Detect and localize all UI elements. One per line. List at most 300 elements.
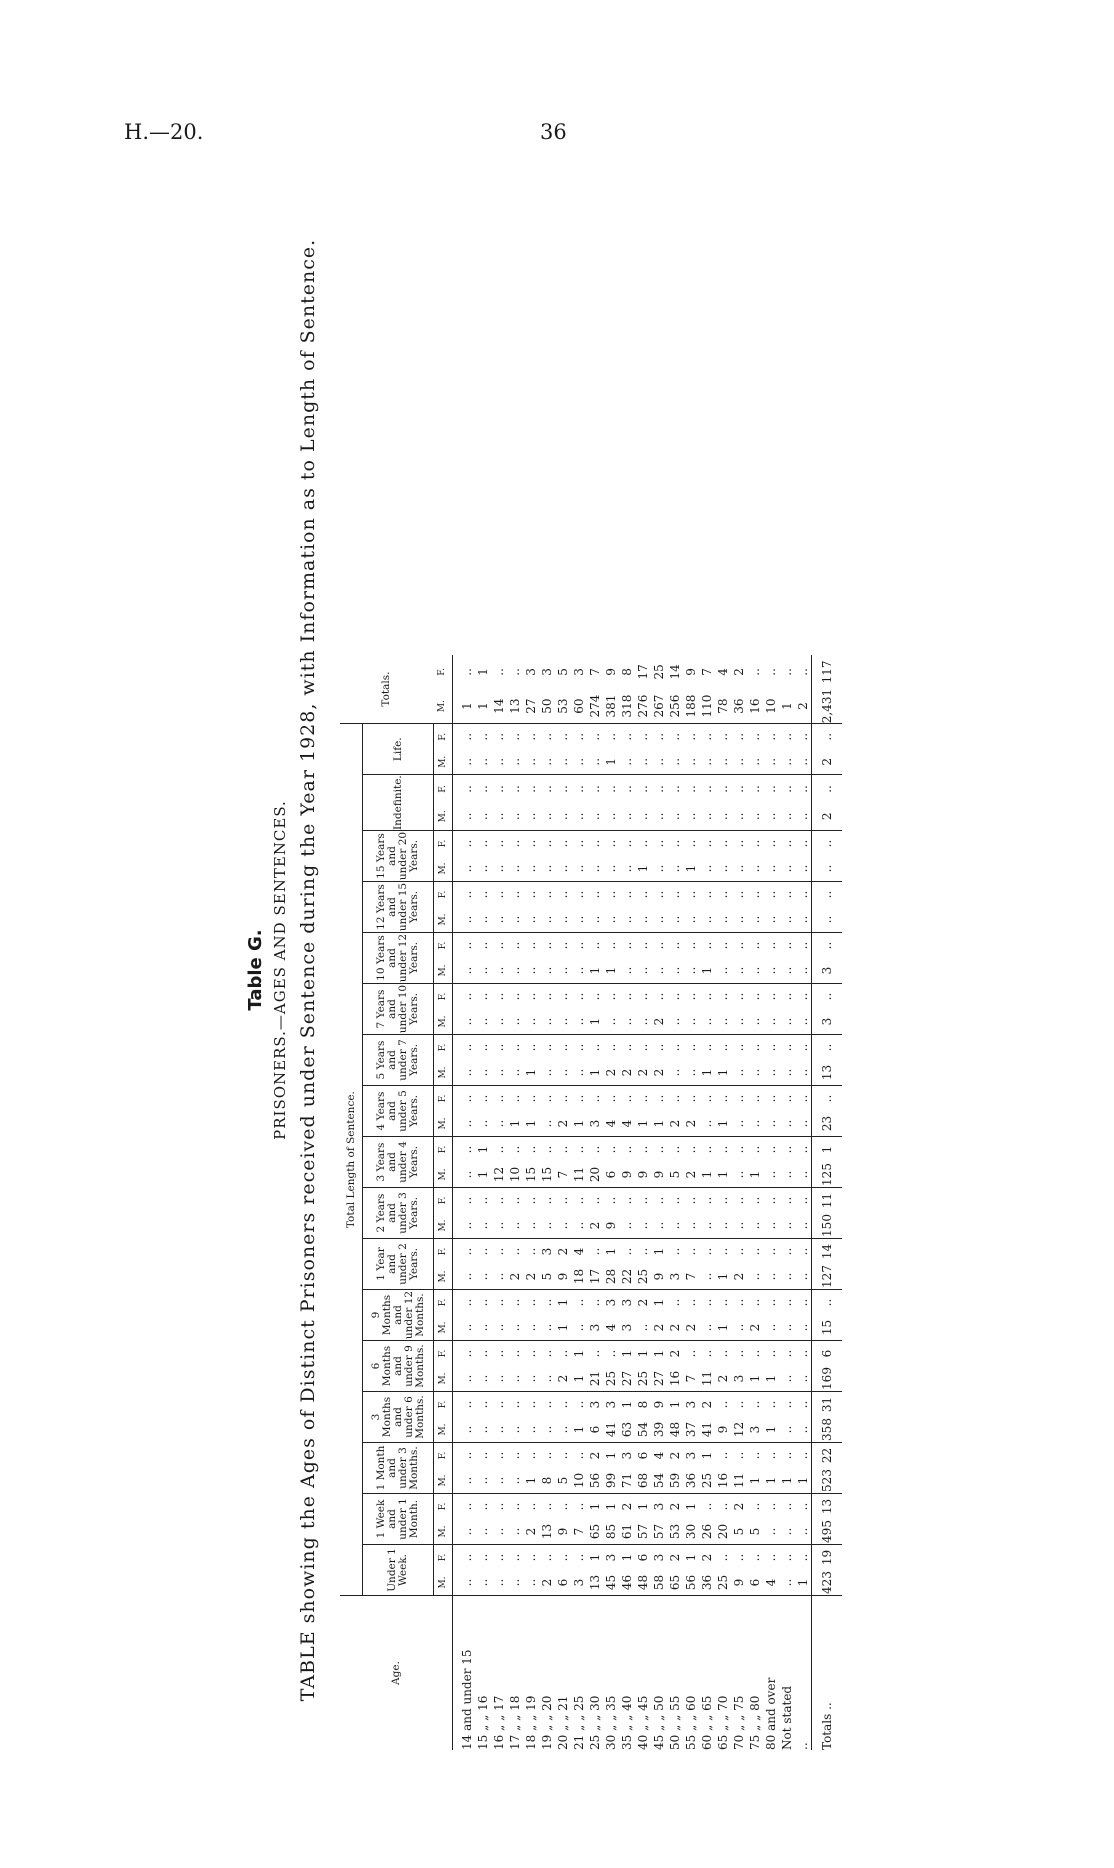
table-cell: 4 bbox=[652, 1451, 666, 1460]
table-cell: .. bbox=[796, 1553, 810, 1562]
table-cell: 12 bbox=[491, 1162, 507, 1188]
table-cell: 4 bbox=[619, 1111, 635, 1137]
table-cell: 274 bbox=[587, 689, 603, 724]
table-cell: .. bbox=[540, 890, 554, 899]
table-cell: 5 bbox=[747, 1519, 763, 1545]
table-cell: 9 bbox=[731, 1570, 747, 1596]
table-cell: .. bbox=[460, 941, 474, 950]
age-label: 17 „ „ 18 bbox=[508, 1695, 522, 1750]
table-cell: .. bbox=[795, 856, 812, 882]
table-cell: .. bbox=[571, 803, 587, 831]
table-cell: .. bbox=[524, 1400, 538, 1409]
table-cell: 2 bbox=[619, 1060, 635, 1086]
column-header: Life. bbox=[363, 724, 434, 775]
table-cell: .. bbox=[796, 890, 810, 899]
table-cell: .. bbox=[555, 1417, 571, 1443]
totals-cell: 1 bbox=[812, 1137, 843, 1163]
table-cell: .. bbox=[715, 1213, 731, 1239]
table-cell: .. bbox=[747, 1009, 763, 1035]
table-cell: 6 bbox=[603, 1162, 619, 1188]
table-cell: .. bbox=[700, 1094, 714, 1103]
table-cell: .. bbox=[492, 941, 506, 950]
table-cell: 36 bbox=[699, 1570, 715, 1596]
table-cell: .. bbox=[460, 1502, 474, 1511]
table-cell: .. bbox=[779, 856, 795, 882]
table-cell: .. bbox=[731, 856, 747, 882]
totals-cell: 6 bbox=[812, 1341, 843, 1367]
table-cell: 3 bbox=[540, 668, 554, 676]
sex-header-m: M. bbox=[434, 1417, 453, 1443]
table-cell: .. bbox=[508, 890, 522, 899]
table-cell: .. bbox=[475, 1570, 491, 1596]
table-cell: .. bbox=[555, 749, 571, 775]
table-cell: 267 bbox=[651, 689, 667, 724]
table-cell: 9 bbox=[555, 1519, 571, 1545]
totals-header: Totals. bbox=[340, 655, 434, 724]
table-cell: .. bbox=[780, 732, 794, 741]
table-cell: .. bbox=[780, 1400, 794, 1409]
table-cell: .. bbox=[555, 1060, 571, 1086]
table-cell: .. bbox=[779, 749, 795, 775]
table-cell: .. bbox=[780, 785, 794, 793]
table-cell: 25 bbox=[715, 1570, 731, 1596]
table-cell: .. bbox=[572, 1400, 586, 1409]
table-cell: .. bbox=[459, 1264, 475, 1290]
table-cell: 3 bbox=[652, 1502, 666, 1511]
table-cell: 1 bbox=[715, 1162, 731, 1188]
table-cell: 1 bbox=[715, 1111, 731, 1137]
table-row bbox=[587, 655, 603, 1750]
table-cell: .. bbox=[748, 1247, 762, 1256]
table-cell: .. bbox=[524, 1451, 538, 1460]
table-cell: 7 bbox=[683, 1366, 699, 1392]
table-cell: .. bbox=[651, 1213, 667, 1239]
sex-header-f: F. bbox=[434, 1494, 453, 1520]
table-cell: .. bbox=[572, 1451, 586, 1460]
table-cell: .. bbox=[684, 1247, 698, 1256]
table-cell: 3 bbox=[652, 1553, 666, 1562]
table-cell: 1 bbox=[715, 1264, 731, 1290]
table-cell: .. bbox=[491, 1570, 507, 1596]
age-label: .. bbox=[796, 1742, 810, 1750]
table-cell: 9 bbox=[715, 1417, 731, 1443]
column-header: 2 Years and under 3 Years. bbox=[363, 1188, 434, 1239]
header-row-columns bbox=[363, 655, 434, 1750]
table-cell: 1 bbox=[603, 749, 619, 775]
table-cell: 3 bbox=[731, 1366, 747, 1392]
table-cell: .. bbox=[492, 992, 506, 1001]
table-cell: 3 bbox=[587, 1315, 603, 1341]
totals-cell: 13 bbox=[812, 1060, 843, 1086]
table-cell: .. bbox=[652, 890, 666, 899]
table-cell: .. bbox=[588, 1298, 602, 1307]
table-cell: .. bbox=[731, 749, 747, 775]
table-cell: 9 bbox=[555, 1264, 571, 1290]
table-cell: .. bbox=[620, 890, 634, 899]
totals-cell: 358 bbox=[812, 1417, 843, 1443]
table-row bbox=[779, 655, 795, 1750]
totals-cell: .. bbox=[812, 882, 843, 908]
table-cell: .. bbox=[491, 1366, 507, 1392]
table-cell: .. bbox=[795, 1519, 812, 1545]
table-cell: .. bbox=[539, 803, 555, 831]
table-cell: .. bbox=[459, 1468, 475, 1494]
table-cell: .. bbox=[747, 856, 763, 882]
table-cell: 48 bbox=[667, 1417, 683, 1443]
table-cell: 36 bbox=[731, 689, 747, 724]
table-cell: .. bbox=[619, 856, 635, 882]
table-cell: .. bbox=[764, 1451, 778, 1460]
table-cell: 3 bbox=[540, 1247, 554, 1256]
table-cell: .. bbox=[508, 992, 522, 1001]
totals-cell: 14 bbox=[812, 1239, 843, 1265]
totals-cell: 2 bbox=[812, 749, 843, 775]
table-cell: .. bbox=[524, 1196, 538, 1205]
table-cell: 1 bbox=[620, 1553, 634, 1562]
table-cell: .. bbox=[459, 1366, 475, 1392]
age-label: 25 „ „ 30 bbox=[588, 1695, 602, 1750]
table-cell: 14 bbox=[668, 664, 682, 680]
table-cell: 16 bbox=[715, 1468, 731, 1494]
table-cell: .. bbox=[572, 1043, 586, 1052]
table-cell: .. bbox=[491, 1417, 507, 1443]
table-cell: .. bbox=[747, 1111, 763, 1137]
sex-header-f: F. bbox=[434, 775, 453, 803]
table-cell: .. bbox=[764, 1298, 778, 1307]
table-cell: 41 bbox=[699, 1417, 715, 1443]
table-cell: 2 bbox=[588, 1451, 602, 1460]
table-cell: 2 bbox=[683, 1315, 699, 1341]
table-cell: .. bbox=[475, 958, 491, 984]
table-cell: .. bbox=[459, 1060, 475, 1086]
table-cell: 1 bbox=[475, 1162, 491, 1188]
table-row bbox=[571, 655, 587, 1750]
table-row bbox=[459, 655, 475, 1750]
table-cell: 25 bbox=[603, 1366, 619, 1392]
table-cell: 3 bbox=[684, 1451, 698, 1460]
sex-header-f: F. bbox=[434, 831, 453, 857]
sex-header-f: F. bbox=[434, 1086, 453, 1112]
table-cell: .. bbox=[508, 732, 522, 741]
table-cell: .. bbox=[732, 1094, 746, 1103]
table-cell: .. bbox=[476, 732, 490, 741]
table-cell: .. bbox=[540, 941, 554, 950]
table-row bbox=[507, 655, 523, 1750]
table-cell: .. bbox=[620, 1094, 634, 1103]
column-header: Under 1 Week. bbox=[363, 1545, 434, 1596]
table-cell: .. bbox=[700, 732, 714, 741]
table-cell: .. bbox=[667, 856, 683, 882]
table-cell: 9 bbox=[651, 1162, 667, 1188]
table-row bbox=[651, 655, 667, 1750]
age-label: 18 „ „ 19 bbox=[524, 1695, 538, 1750]
table-cell: .. bbox=[668, 1094, 682, 1103]
table-cell: .. bbox=[668, 941, 682, 950]
table-cell: .. bbox=[507, 1417, 523, 1443]
table-cell: .. bbox=[539, 1366, 555, 1392]
table-cell: .. bbox=[492, 732, 506, 741]
table-cell: 1 bbox=[556, 1298, 570, 1307]
table-cell: .. bbox=[668, 839, 682, 848]
totals-cell: .. bbox=[812, 933, 843, 959]
table-cell: .. bbox=[524, 1349, 538, 1358]
table-cell: .. bbox=[700, 992, 714, 1001]
table-cell: .. bbox=[731, 907, 747, 933]
column-header: Indefinite. bbox=[363, 775, 434, 831]
table-cell: .. bbox=[779, 1315, 795, 1341]
table-cell: .. bbox=[636, 1196, 650, 1205]
table-cell: .. bbox=[523, 1366, 539, 1392]
table-cell: .. bbox=[508, 1451, 522, 1460]
table-cell: 46 bbox=[619, 1570, 635, 1596]
totals-cell: 127 bbox=[812, 1264, 843, 1290]
totals-cell: 23 bbox=[812, 1111, 843, 1137]
column-header: 4 Years and under 5 Years. bbox=[363, 1086, 434, 1137]
table-cell: .. bbox=[731, 958, 747, 984]
table-cell: 4 bbox=[763, 1570, 779, 1596]
table-cell: .. bbox=[507, 1060, 523, 1086]
table-cell: .. bbox=[779, 1570, 795, 1596]
sex-header-m: M. bbox=[434, 1315, 453, 1341]
table-cell: 68 bbox=[635, 1468, 651, 1494]
totals-cell: 11 bbox=[812, 1188, 843, 1214]
table-cell: .. bbox=[539, 749, 555, 775]
table-cell: .. bbox=[731, 803, 747, 831]
table-cell: 1 bbox=[459, 689, 475, 724]
table-cell: .. bbox=[524, 1247, 538, 1256]
table-cell: 57 bbox=[651, 1519, 667, 1545]
table-cell: 9 bbox=[619, 1162, 635, 1188]
table-cell: 1 bbox=[700, 1451, 714, 1460]
table-cell: 56 bbox=[683, 1570, 699, 1596]
table-cell: 65 bbox=[587, 1519, 603, 1545]
table-cell: .. bbox=[668, 992, 682, 1001]
table-cell: 5 bbox=[731, 1519, 747, 1545]
table-cell: .. bbox=[539, 1213, 555, 1239]
table-cell: .. bbox=[492, 1553, 506, 1562]
table-cell: .. bbox=[524, 1145, 538, 1154]
table-cell: .. bbox=[540, 1043, 554, 1052]
table-cell: .. bbox=[716, 890, 730, 899]
table-cell: .. bbox=[555, 907, 571, 933]
totals-cell: 2 bbox=[812, 803, 843, 831]
table-cell: .. bbox=[475, 1519, 491, 1545]
table-cell: .. bbox=[636, 992, 650, 1001]
table-cell: .. bbox=[491, 958, 507, 984]
table-cell: .. bbox=[732, 992, 746, 1001]
table-cell: .. bbox=[684, 732, 698, 741]
table-cell: .. bbox=[604, 1349, 618, 1358]
table-cell: .. bbox=[652, 785, 666, 793]
table-cell: 4 bbox=[603, 1315, 619, 1341]
table-cell: .. bbox=[668, 1247, 682, 1256]
age-label: 30 „ „ 35 bbox=[604, 1695, 618, 1750]
table-cell: .. bbox=[475, 856, 491, 882]
table-cell: 2 bbox=[636, 1298, 650, 1307]
table-cell: .. bbox=[684, 992, 698, 1001]
table-row bbox=[603, 655, 619, 1750]
table-cell: .. bbox=[795, 1009, 812, 1035]
table-cell: .. bbox=[604, 1145, 618, 1154]
table-cell: .. bbox=[732, 839, 746, 848]
table-cell: .. bbox=[684, 941, 698, 950]
table-cell: .. bbox=[700, 785, 714, 793]
sex-header-f: F. bbox=[434, 1137, 453, 1163]
sex-header-m: M. bbox=[434, 1519, 453, 1545]
table-cell: 1 bbox=[571, 1366, 587, 1392]
table-cell: .. bbox=[460, 1349, 474, 1358]
table-cell: .. bbox=[716, 732, 730, 741]
table-cell: .. bbox=[667, 1213, 683, 1239]
table-cell: .. bbox=[587, 803, 603, 831]
table-row bbox=[475, 655, 491, 1750]
table-cell: 60 bbox=[571, 689, 587, 724]
rotated-table-block bbox=[245, 0, 1114, 1750]
table-cell: 2 bbox=[507, 1264, 523, 1290]
table-cell: 1 bbox=[571, 1111, 587, 1137]
table-cell: .. bbox=[763, 1213, 779, 1239]
table-cell: .. bbox=[748, 1145, 762, 1154]
table-cell: .. bbox=[651, 907, 667, 933]
table-cell: .. bbox=[475, 1111, 491, 1137]
totals-cell: 150 bbox=[812, 1213, 843, 1239]
table-cell: 36 bbox=[683, 1468, 699, 1494]
table-cell: .. bbox=[699, 907, 715, 933]
column-header: 1 Month and under 3 Months. bbox=[363, 1443, 434, 1494]
table-cell: .. bbox=[508, 941, 522, 950]
table-cell: .. bbox=[572, 1145, 586, 1154]
table-cell: .. bbox=[588, 1247, 602, 1256]
table-cell: .. bbox=[524, 1094, 538, 1103]
table-cell: .. bbox=[571, 958, 587, 984]
age-label: 45 „ „ 50 bbox=[652, 1695, 666, 1750]
table-cell: 1 bbox=[715, 1060, 731, 1086]
sex-header-m: M. bbox=[434, 1111, 453, 1137]
table-cell: 3 bbox=[604, 1553, 618, 1562]
table-cell: .. bbox=[732, 1553, 746, 1562]
table-cell: .. bbox=[587, 907, 603, 933]
sex-header-m: M. bbox=[434, 958, 453, 984]
table-cell: 1 bbox=[699, 1162, 715, 1188]
table-cell: .. bbox=[667, 803, 683, 831]
age-label: 65 „ „ 70 bbox=[716, 1695, 730, 1750]
table-cell: .. bbox=[780, 839, 794, 848]
table-row bbox=[795, 655, 812, 1750]
table-cell: .. bbox=[635, 907, 651, 933]
table-cell: .. bbox=[459, 907, 475, 933]
table-cell: .. bbox=[716, 1451, 730, 1460]
table-cell: .. bbox=[588, 1145, 602, 1154]
table-cell: .. bbox=[459, 749, 475, 775]
sex-header-f: F. bbox=[434, 933, 453, 959]
table-cell: .. bbox=[492, 1043, 506, 1052]
table-cell: .. bbox=[492, 1451, 506, 1460]
table-cell: 2 bbox=[732, 1502, 746, 1511]
table-cell: .. bbox=[572, 785, 586, 793]
table-cell: .. bbox=[763, 1009, 779, 1035]
age-label: 35 „ „ 40 bbox=[620, 1695, 634, 1750]
table-cell: .. bbox=[588, 1196, 602, 1205]
table-cell: 4 bbox=[716, 668, 730, 676]
table-cell: .. bbox=[460, 1043, 474, 1052]
table-cell: 54 bbox=[651, 1468, 667, 1494]
column-header: 9 Months and under 12 Months. bbox=[363, 1290, 434, 1341]
table-cell: .. bbox=[748, 1196, 762, 1205]
table-cell: .. bbox=[796, 1196, 810, 1205]
table-cell: 276 bbox=[635, 689, 651, 724]
table-cell: 1 bbox=[523, 1468, 539, 1494]
table-cell: .. bbox=[764, 785, 778, 793]
column-header: 1 Week and under 1 Month. bbox=[363, 1494, 434, 1545]
table-cell: .. bbox=[572, 1298, 586, 1307]
table-cell: .. bbox=[635, 1213, 651, 1239]
table-cell: .. bbox=[491, 1315, 507, 1341]
table-cell: .. bbox=[796, 1094, 810, 1103]
table-cell: 27 bbox=[651, 1366, 667, 1392]
table-cell: .. bbox=[507, 1315, 523, 1341]
table-cell: .. bbox=[540, 839, 554, 848]
table-cell: .. bbox=[524, 785, 538, 793]
table-cell: .. bbox=[668, 1298, 682, 1307]
table-cell: .. bbox=[747, 958, 763, 984]
table-cell: .. bbox=[475, 803, 491, 831]
table-cell: .. bbox=[556, 839, 570, 848]
table-cell: .. bbox=[764, 1145, 778, 1154]
table-cell: .. bbox=[764, 1247, 778, 1256]
table-cell: .. bbox=[523, 958, 539, 984]
table-cell: .. bbox=[795, 1213, 812, 1239]
table-cell: 16 bbox=[667, 1366, 683, 1392]
table-cell: .. bbox=[459, 958, 475, 984]
table-cell: .. bbox=[460, 1094, 474, 1103]
table-cell: 188 bbox=[683, 689, 699, 724]
table-cell: 2 bbox=[700, 1553, 714, 1562]
sex-header-m: M. bbox=[434, 803, 453, 831]
table-cell: .. bbox=[636, 890, 650, 899]
table-cell: .. bbox=[780, 1502, 794, 1511]
table-cell: .. bbox=[475, 1009, 491, 1035]
table-cell: 2 bbox=[523, 1519, 539, 1545]
table-cell: .. bbox=[459, 1519, 475, 1545]
table-cell: .. bbox=[555, 803, 571, 831]
table-cell: 3 bbox=[619, 1315, 635, 1341]
table-cell: .. bbox=[684, 1094, 698, 1103]
table-cell: .. bbox=[460, 839, 474, 848]
table-cell: 2 bbox=[539, 1570, 555, 1596]
table-cell: .. bbox=[572, 732, 586, 741]
table-cell: .. bbox=[603, 803, 619, 831]
table-cell: .. bbox=[700, 1502, 714, 1511]
table-cell: .. bbox=[732, 890, 746, 899]
column-header: 7 Years and under 10 Years. bbox=[363, 984, 434, 1035]
table-cell: 5 bbox=[556, 668, 570, 676]
age-label: 60 „ „ 65 bbox=[700, 1695, 714, 1750]
table-cell: .. bbox=[748, 1553, 762, 1562]
totals-cell: .. bbox=[812, 724, 843, 750]
table-cell: .. bbox=[492, 1502, 506, 1511]
table-cell: .. bbox=[700, 890, 714, 899]
table-cell: .. bbox=[460, 668, 474, 676]
table-cell: 21 bbox=[587, 1366, 603, 1392]
table-cell: 1 bbox=[699, 1060, 715, 1086]
table-cell: .. bbox=[475, 1417, 491, 1443]
table-cell: 7 bbox=[588, 668, 602, 676]
table-cell: 17 bbox=[636, 664, 650, 680]
table-cell: 1 bbox=[588, 1502, 602, 1511]
age-label: 50 „ „ 55 bbox=[668, 1695, 682, 1750]
table-cell: .. bbox=[716, 1094, 730, 1103]
table-cell: .. bbox=[732, 1298, 746, 1307]
